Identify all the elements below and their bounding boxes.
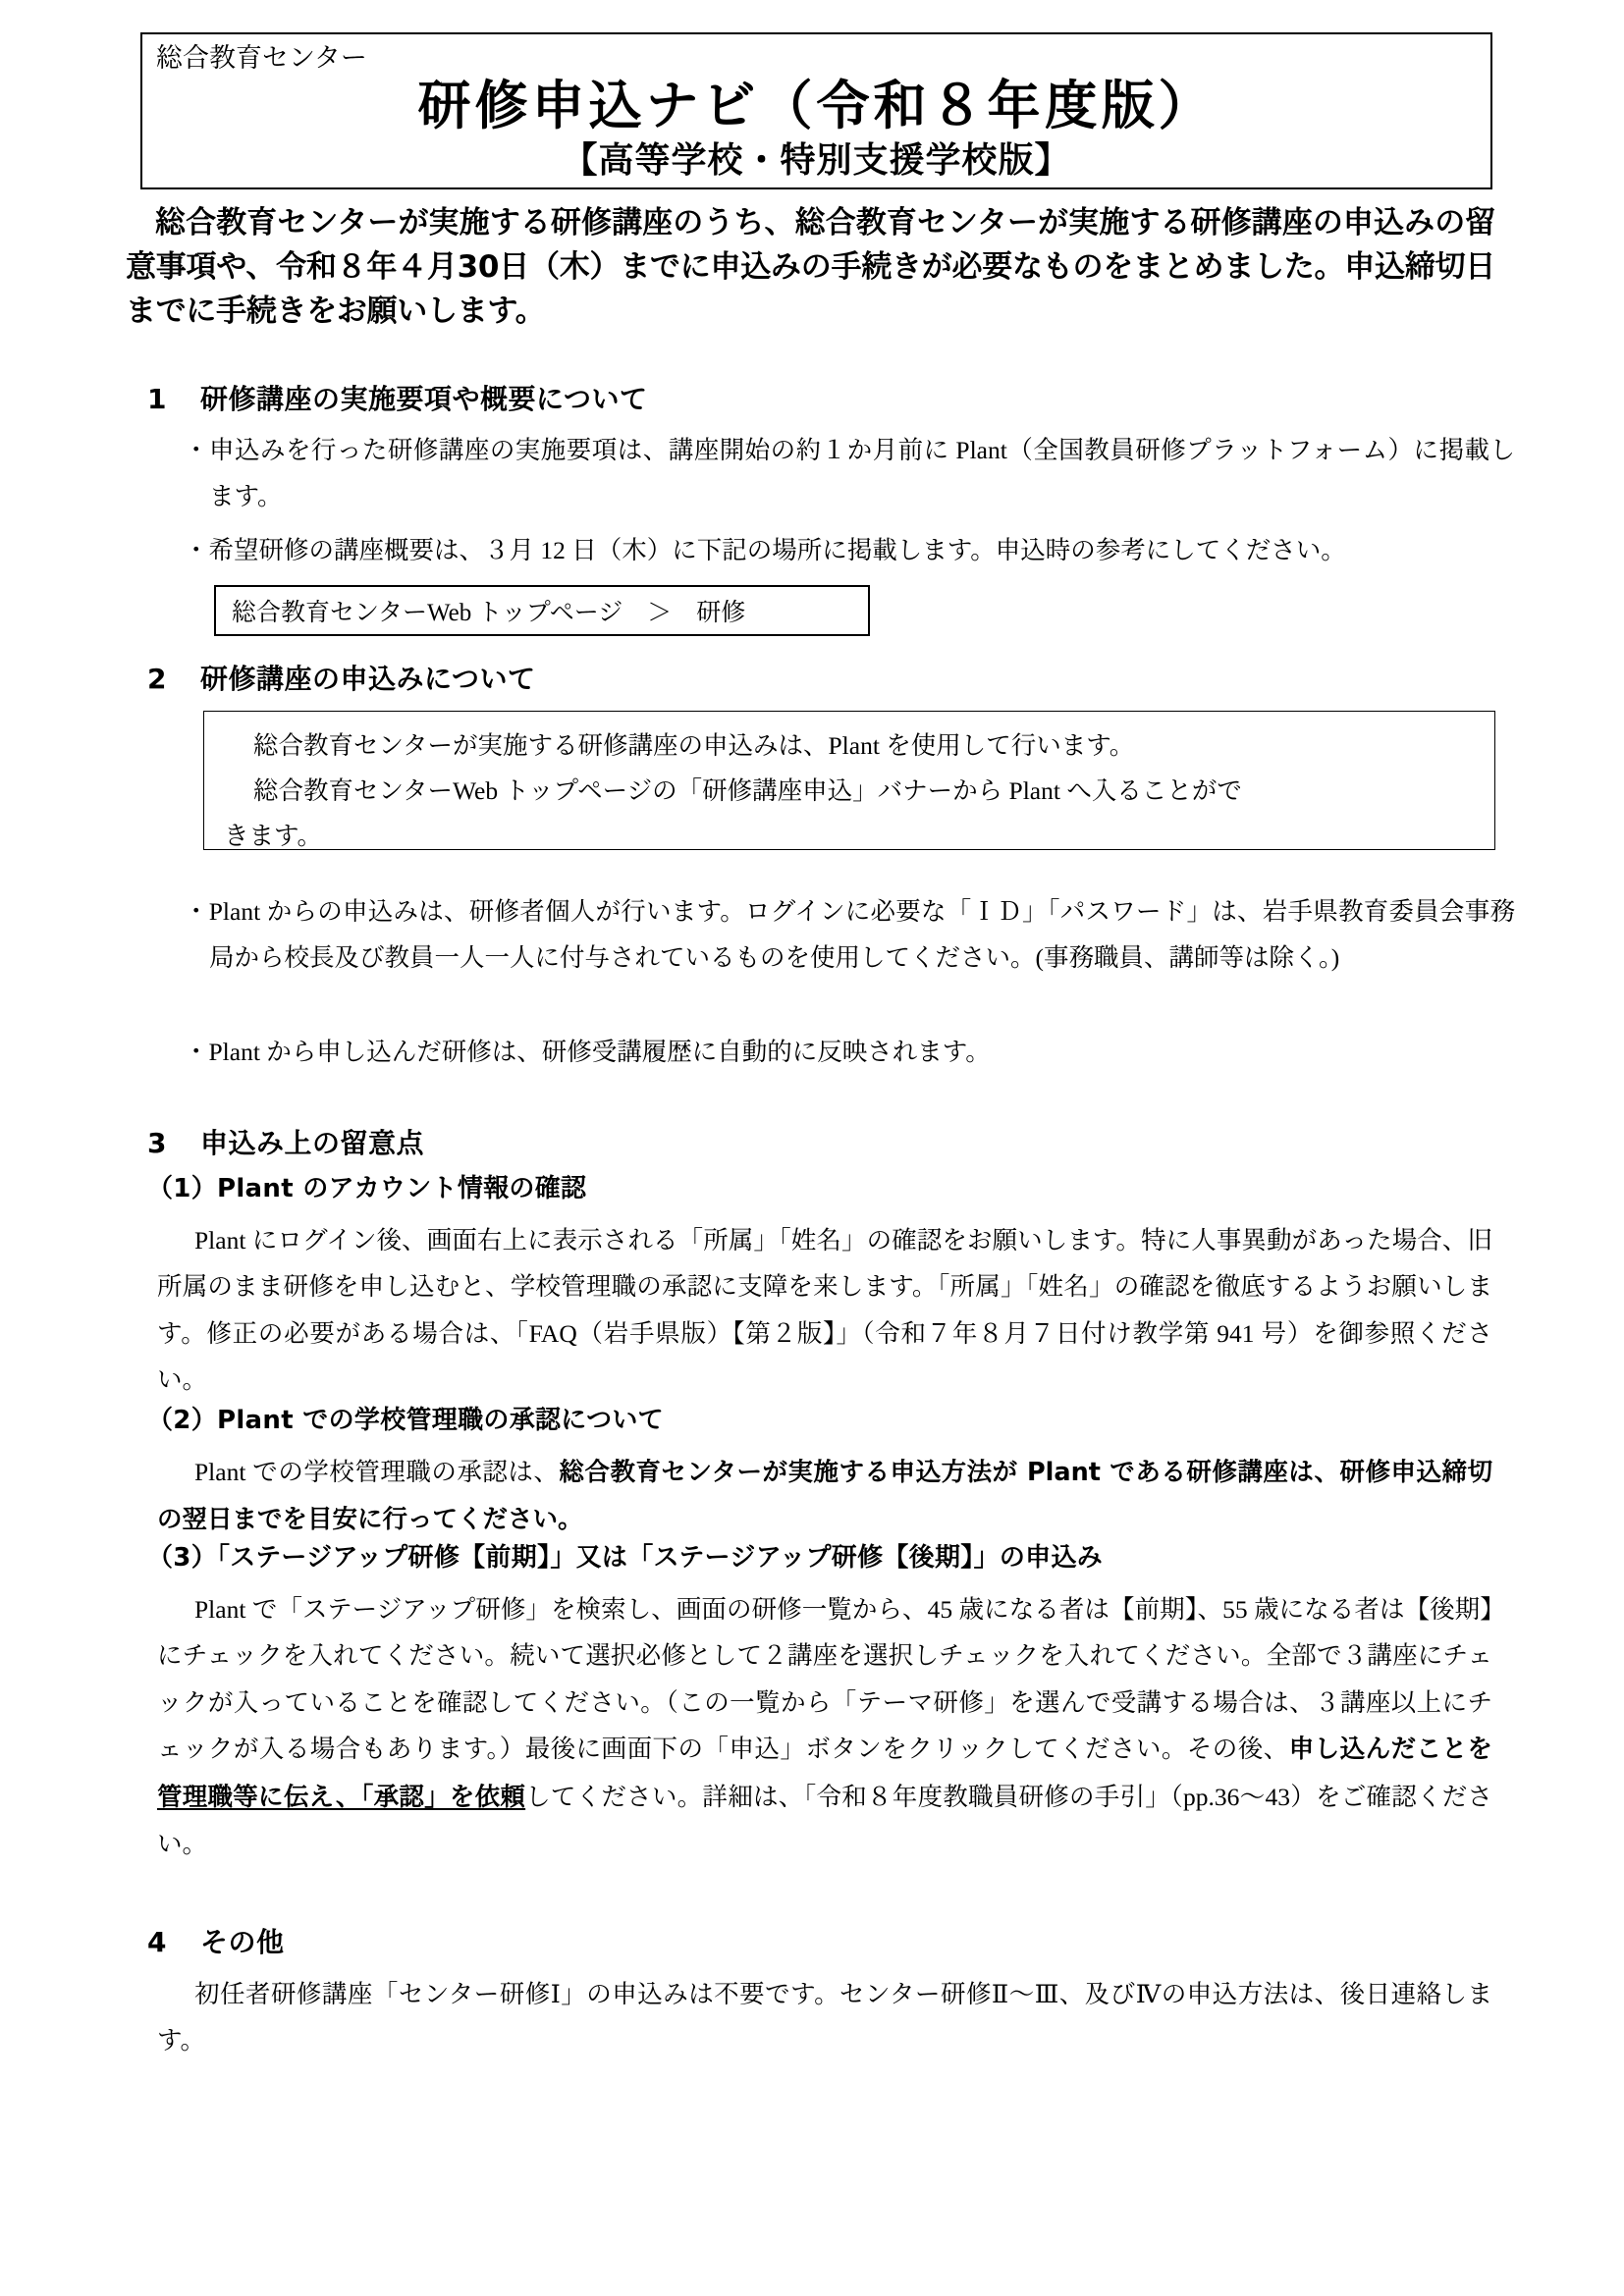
callout-line-3: きます。 xyxy=(224,821,322,850)
sub-3-text-underline-1: 管理職等に伝え、「承認」を依頼 xyxy=(157,1782,526,1812)
title-box xyxy=(140,32,1492,189)
section-2-title: 研修講座の申込みについて xyxy=(200,663,536,695)
section-2-bullet-1: ・Plant からの申込みは、研修者個人が行います。ログインに必要な「ＩＤ」「パスワード」は、岩手県教育委員会事務局から校長及び教員一人一人に付与されているものを使用してください。(事務職員、講師等は除く。) xyxy=(184,897,1515,973)
sub-3-text-bold-1: 申し込んだことを xyxy=(1288,1735,1492,1765)
section-3-number: 3 xyxy=(147,1127,167,1159)
sub-3-text-plain-2: してください。詳細は、「令和８年度教職員研修の手引」（pp.36～43）をご確認ください。 xyxy=(157,1782,1493,1859)
section-2-heading xyxy=(147,663,535,696)
section-3-sub-3-body xyxy=(157,1586,1492,1868)
breadcrumb: 総合教育センターWeb トップページ ＞ 研修 xyxy=(232,600,746,626)
section-3-sub-1-heading: （1）Plant のアカウント情報の確認 xyxy=(147,1174,587,1203)
section-1-heading xyxy=(147,383,647,416)
sub-2-text-plain: Plant での学校管理職の承認は、 xyxy=(194,1458,560,1486)
section-3-sub-2-heading: （2）Plant での学校管理職の承認について xyxy=(147,1406,664,1435)
section-4-heading xyxy=(147,1926,285,1959)
intro-paragraph: 総合教育センターが実施する研修講座のうち、総合教育センターが実施する研修講座の申込みの留意事項や、令和８年４月30日（木）までに申込みの手続きが必要なものをまとめました。申込締切日までに手続きをお願いします。 xyxy=(126,205,1495,329)
section-3-sub-2-body xyxy=(157,1449,1492,1544)
section-1-number: 1 xyxy=(147,383,167,415)
section-1-bullet-2: ・希望研修の講座概要は、３月 12 日（木）に下記の場所に掲載します。申込時の参考にしてください。 xyxy=(184,536,1346,564)
sub-2-text-bold: 総合教育センターが実施する申込方法が Plant である研修講座は、研修申込締切の翌日までを目安に行ってください。 xyxy=(157,1458,1493,1535)
section-3-title: 申込み上の留意点 xyxy=(200,1127,425,1159)
section-3-sub-3-heading: （3）「ステージアップ研修【前期】」又は「ステージアップ研修【後期】」の申込み xyxy=(147,1543,1104,1573)
section-2-callout-box xyxy=(203,711,1495,850)
page-subtitle: 【高等学校・特別支援学校版】 xyxy=(562,139,1071,181)
section-4-title: その他 xyxy=(200,1926,285,1958)
section-4-body: 初任者研修講座「センター研修Ⅰ」の申込みは不要です。センター研修Ⅱ～Ⅲ、及びⅣの申込方法は、後日連絡します。 xyxy=(157,1980,1492,2056)
section-2-number: 2 xyxy=(147,663,167,695)
callout-line-1: 総合教育センターが実施する研修講座の申込みは、Plant を使用して行います。 xyxy=(253,731,1135,760)
title-kicker: 総合教育センター xyxy=(156,43,367,74)
sub-3-text-plain-1: Plant で「ステージアップ研修」を検索し、画面の研修一覧から、45 歳になる者は【前期】、55 歳になる者は【後期】にチェックを入れてください。続いて選択必修として２講座を選択しチェックを入れてください。全部で３講座にチェックが入っていることを確認してください。（この一覧から「テーマ研修」を選んで受講する場合は、３講座以上にチェックが入る場合もあります。）最後に画面下の「申込」ボタンをクリックしてください。その後、 xyxy=(157,1595,1492,1764)
section-1-title: 研修講座の実施要項や概要について xyxy=(200,383,648,415)
callout-line-2: 総合教育センターWeb トップページの「研修講座申込」バナーから Plant へ入ることがで xyxy=(253,775,1242,805)
section-2-bullet-2: ・Plant から申し込んだ研修は、研修受講履歴に自動的に反映されます。 xyxy=(184,1038,991,1066)
section-4-number: 4 xyxy=(147,1926,167,1958)
page-title: 研修申込ナビ（令和８年度版） xyxy=(417,74,1216,136)
section-1-bullet-1: ・申込みを行った研修講座の実施要項は、講座開始の約１か月前に Plant（全国教員研修プラットフォーム）に掲載します。 xyxy=(184,436,1515,511)
section-3-sub-1-body: Plant にログイン後、画面右上に表示される「所属」「姓名」の確認をお願いします。特に人事異動があった場合、旧所属のまま研修を申し込むと、学校管理職の承認に支障を来します。「所属」「姓名」の確認を徹底するようお願いします。修正の必要がある場合は、「FAQ（岩手県版）【第２版】」（令和７年８月７日付け教学第 941 号）を御参照ください。 xyxy=(157,1226,1492,1395)
section-3-heading xyxy=(147,1127,424,1160)
breadcrumb-box xyxy=(214,585,870,636)
